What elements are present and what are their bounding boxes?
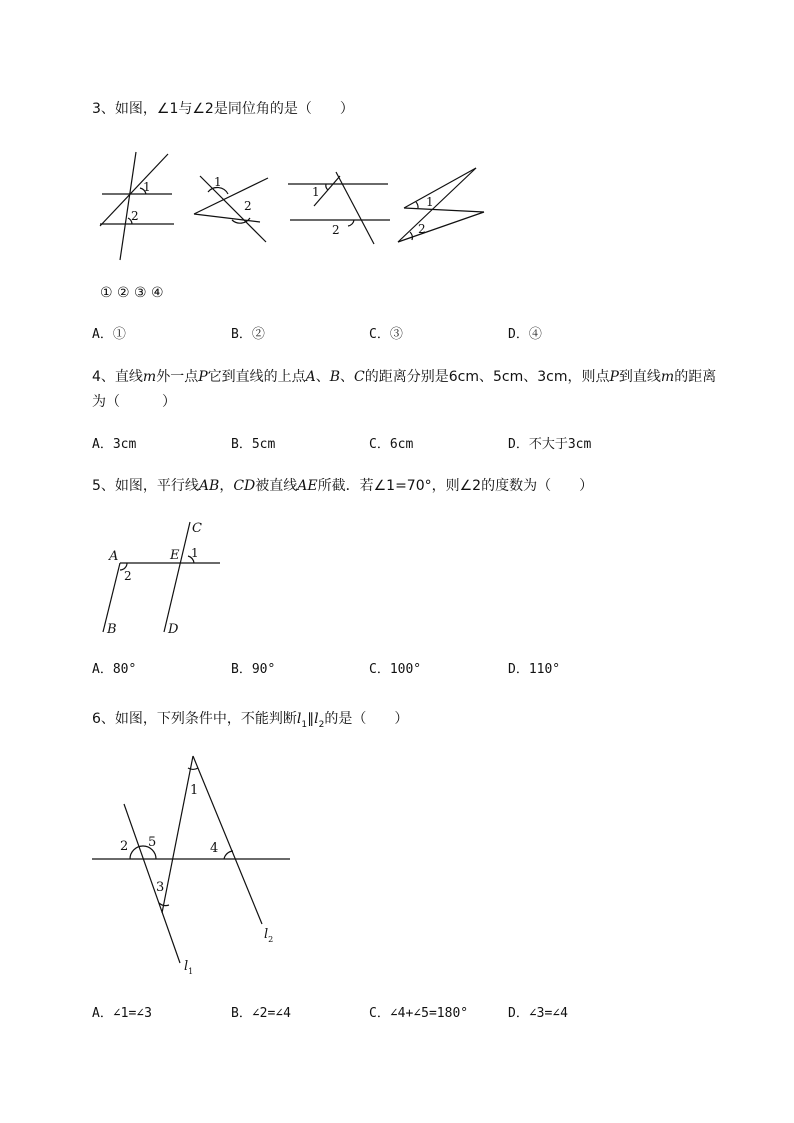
q6-var-l2-sub: 2 <box>318 719 325 730</box>
q6-label-1: 1 <box>190 783 199 798</box>
q5-label-e: E <box>170 548 180 563</box>
q3-fig4-label-2: 2 <box>418 222 426 236</box>
q5-option-d[interactable]: D．110° <box>508 662 561 677</box>
q6-label-l2-sub: 2 <box>268 935 274 944</box>
q5-option-c[interactable]: C．100° <box>369 662 422 677</box>
q5-label-b: B <box>107 622 117 637</box>
q3-option-c[interactable]: C．③ <box>369 327 403 342</box>
q5-var-ab: AB <box>198 478 220 494</box>
q3-option-d[interactable]: D．④ <box>508 327 542 342</box>
q4-var-a: A <box>305 369 316 385</box>
q6-var-l2: l <box>314 711 319 727</box>
q3-fig2-label-1: 1 <box>214 175 222 189</box>
q3-fig3-label-1: 1 <box>312 185 320 199</box>
q5-stem-part: 所截．若∠1=70°，则∠2的度数为（ ） <box>317 478 594 494</box>
q3-fig3-label-2: 2 <box>332 223 340 237</box>
q6-label-l1-sub: 1 <box>188 967 194 976</box>
q3-fig4-label-1: 1 <box>426 195 434 209</box>
q5-option-b[interactable]: B．90° <box>231 662 276 677</box>
q4-option-b[interactable]: B．5cm <box>231 437 276 452</box>
q6-label-l2-letter: l <box>264 927 269 942</box>
q5-label-2: 2 <box>124 569 132 583</box>
q5-stem-part: 5、如图，平行线 <box>92 478 199 494</box>
q6-option-b[interactable]: B．∠2=∠4 <box>231 1006 291 1021</box>
q3-fig2-label-2: 2 <box>244 199 252 213</box>
q6-stem-part: 的是（ ） <box>324 711 409 727</box>
q3-option-b[interactable]: B．② <box>231 327 265 342</box>
q4-sep: 、 <box>315 369 330 385</box>
q4-stem-part: 外一点 <box>156 369 199 385</box>
q4-var-p2: P <box>609 369 619 385</box>
q3-figure-1 <box>100 152 174 260</box>
q4-stem-part: 它到直线的上点 <box>207 369 306 385</box>
q5-label-1: 1 <box>191 546 199 560</box>
q4-stem-part: 的距离 <box>674 369 717 385</box>
q5-option-a[interactable]: A．80° <box>92 662 137 677</box>
q6-label-l1 <box>184 959 193 976</box>
q4-stem-part: 4、直线 <box>92 369 143 385</box>
q6-label-3: 3 <box>156 880 165 895</box>
q6-figure <box>92 748 302 978</box>
q3-figure-4 <box>398 168 484 242</box>
q4-var-p: P <box>198 369 208 385</box>
q3-figure-2 <box>194 176 268 242</box>
q5-label-a: A <box>109 549 119 564</box>
q6-label-4: 4 <box>210 841 219 856</box>
q3-fig1-label-1: 1 <box>143 180 151 194</box>
q4-var-m2: m <box>660 369 675 385</box>
q6-stem-part: 6、如图，下列条件中，不能判断 <box>92 711 297 727</box>
question-3-stem: 3、如图，∠1与∠2是同位角的是（ ） <box>92 101 354 117</box>
q6-option-c[interactable]: C．∠4+∠5=180° <box>369 1006 469 1021</box>
q6-option-a[interactable]: A．∠1=∠3 <box>92 1006 152 1021</box>
q5-var-ae: AE <box>297 478 318 494</box>
question-6-stem <box>92 710 408 734</box>
q3-figures <box>92 148 492 258</box>
q5-figure <box>92 512 232 642</box>
q3-circled-numbers: ① ② ③ ④ <box>100 285 164 301</box>
q4-sep: 、 <box>340 369 355 385</box>
q4-stem-part: 到直线 <box>618 369 661 385</box>
q5-sep: ， <box>219 478 234 494</box>
question-5-stem <box>92 477 593 495</box>
q6-label-5: 5 <box>148 835 157 850</box>
q4-var-c: C <box>354 369 365 385</box>
q5-var-cd: CD <box>233 478 256 494</box>
question-4-stem-line-2: 为（ ） <box>92 394 176 410</box>
question-4-stem <box>92 368 716 386</box>
q6-var-l1-sub: 1 <box>301 719 308 730</box>
q4-option-c[interactable]: C．6cm <box>369 437 414 452</box>
q6-var-l1: l <box>296 711 302 727</box>
q6-label-2: 2 <box>120 839 129 854</box>
q5-label-d: D <box>168 622 179 637</box>
q3-fig1-label-2: 2 <box>131 209 139 223</box>
q4-option-a[interactable]: A．3cm <box>92 437 137 452</box>
q4-var-m: m <box>142 369 157 385</box>
q4-var-b: B <box>329 369 341 385</box>
q6-parallel: ∥ <box>307 711 315 727</box>
q5-label-c: C <box>192 521 202 536</box>
q4-option-d[interactable]: D．不大于3cm <box>508 437 592 452</box>
q6-label-l1-letter: l <box>184 959 189 974</box>
q6-option-d[interactable]: D．∠3=∠4 <box>508 1006 568 1021</box>
q4-stem-part: 的距离分别是6cm、5cm、3cm，则点 <box>364 369 610 385</box>
q5-stem-part: 被直线 <box>255 478 298 494</box>
q3-option-a[interactable]: A．① <box>92 327 126 342</box>
q6-label-l2 <box>264 927 273 944</box>
